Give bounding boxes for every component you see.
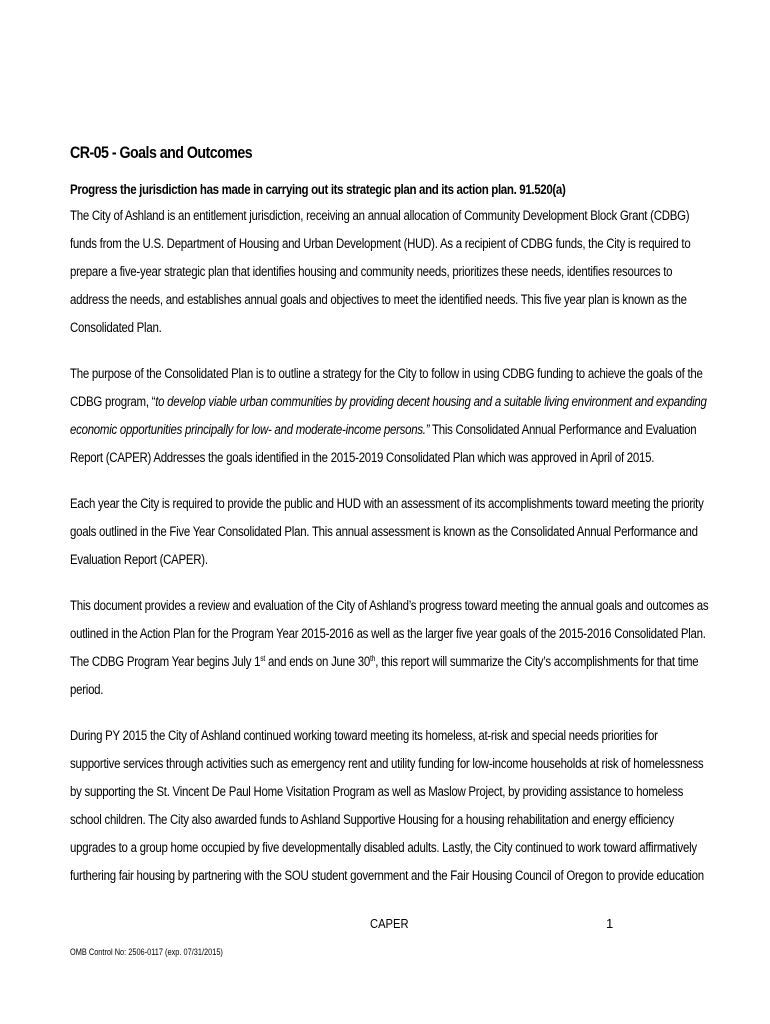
superscript: st <box>260 654 266 663</box>
page-number: 1 <box>606 916 614 931</box>
text-span: and ends on June 30 <box>265 654 371 669</box>
paragraph-line <box>70 654 698 670</box>
paragraph-line: school children. The City also awarded funds to Ashland Supportive Housing for a housing rehabilitation and energy efficiency <box>70 812 674 827</box>
paragraph-line: Each year the City is required to provide the public and HUD with an assessment of its accomplishments toward meeting the priority <box>70 496 704 511</box>
paragraph-line: The City of Ashland is an entitlement jurisdiction, receiving an annual allocation of Community Development Block Grant (CDBG) <box>70 208 690 223</box>
paragraph-line: This document provides a review and evaluation of the City of Ashland’s progress toward meeting the annual goals and outcomes as <box>70 598 709 613</box>
superscript: th <box>370 654 376 663</box>
paragraph-line: funds from the U.S. Department of Housing and Urban Development (HUD). As a recipient of CDBG funds, the City is required to <box>70 236 691 251</box>
paragraph-line: The purpose of the Consolidated Plan is to outline a strategy for the City to follow in using CDBG funding to achieve the goals of the <box>70 366 703 381</box>
paragraph-line: prepare a five-year strategic plan that identifies housing and community needs, prioritizes these needs, identifies resources to <box>70 264 673 279</box>
paragraph-line <box>70 422 696 438</box>
section-heading: CR-05 - Goals and Outcomes <box>70 144 253 162</box>
text-span: This Consolidated Annual Performance and Evaluation <box>429 422 697 437</box>
section-subheading: Progress the jurisdiction has made in carrying out its strategic plan and its action plan. 91.520(a) <box>70 182 566 197</box>
omb-control-number: OMB Control No: 2506-0117 (exp. 07/31/2015) <box>70 947 223 957</box>
paragraph-line: Evaluation Report (CAPER). <box>70 552 208 567</box>
paragraph-line: period. <box>70 682 104 697</box>
paragraph-line: Report (CAPER) Addresses the goals identified in the 2015-2019 Consolidated Plan which was approved in April of 2015. <box>70 450 655 465</box>
paragraph-line: During PY 2015 the City of Ashland continued working toward meeting its homeless, at-risk and special needs priorities for <box>70 728 658 743</box>
paragraph-line: Consolidated Plan. <box>70 320 162 335</box>
text-span: CDBG program, “ <box>70 394 156 409</box>
italic-quote: to develop viable urban communities by providing decent housing and a suitable living environment and expanding <box>155 394 707 409</box>
paragraph-line: furthering fair housing by partnering with the SOU student government and the Fair Housing Council of Oregon to provide education <box>70 868 704 883</box>
paragraph-line: upgrades to a group home occupied by five developmentally disabled adults. Lastly, the City continued to work toward affirmatively <box>70 840 697 855</box>
footer-title: CAPER <box>370 916 409 931</box>
paragraph-line: address the needs, and establishes annual goals and objectives to meet the identified needs. This five year plan is known as the <box>70 292 687 307</box>
paragraph-line <box>70 394 707 410</box>
paragraph-line: supportive services through activities such as emergency rent and utility funding for low-income households at risk of homelessness <box>70 756 704 771</box>
paragraph-line: outlined in the Action Plan for the Program Year 2015-2016 as well as the larger five year goals of the 2015-2016 Consolidated Plan. <box>70 626 706 641</box>
text-span: , this report will summarize the City’s accomplishments for that time <box>375 654 699 669</box>
italic-quote: economic opportunities principally for low- and moderate-income persons.” <box>70 422 430 437</box>
paragraph-line: goals outlined in the Five Year Consolidated Plan. This annual assessment is known as the Consolidated Annual Performance and <box>70 524 698 539</box>
paragraph-line: by supporting the St. Vincent De Paul Home Visitation Program as well as Maslow Project, by providing assistance to homeless <box>70 784 684 799</box>
text-span: The CDBG Program Year begins July 1 <box>70 654 261 669</box>
